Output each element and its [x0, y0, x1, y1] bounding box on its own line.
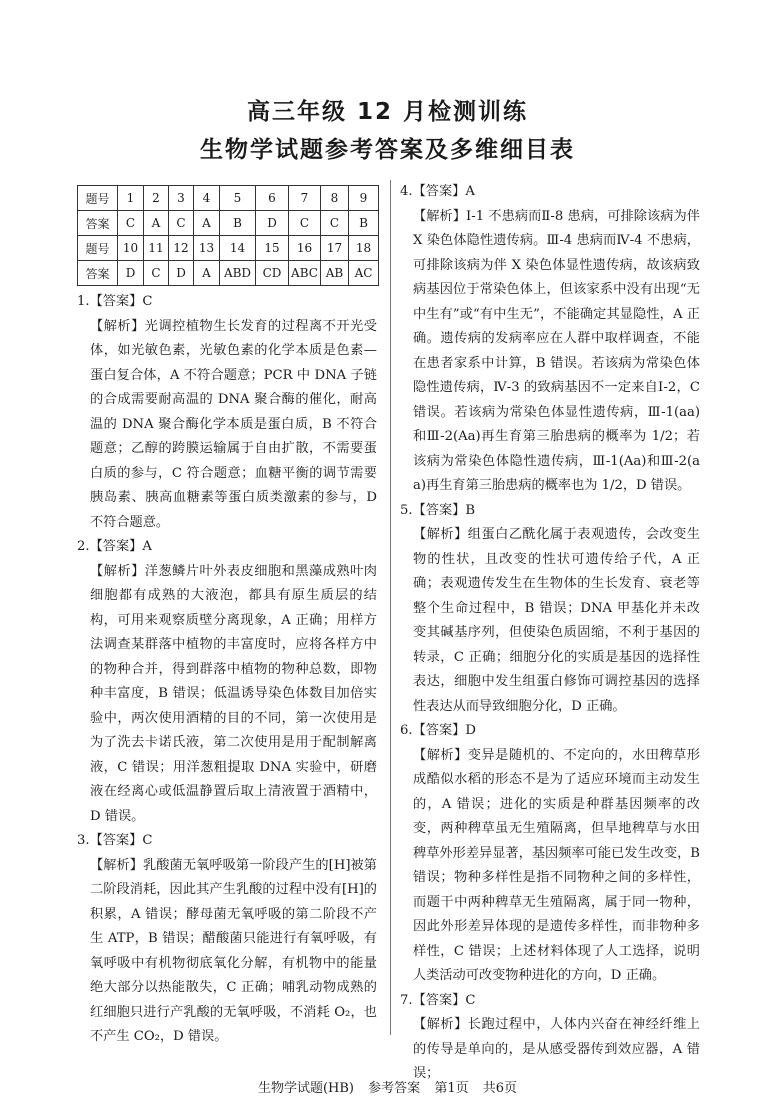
table-cell: C	[118, 211, 144, 236]
table-cell: 14	[220, 236, 256, 261]
table-cell: 7	[289, 186, 321, 211]
answer-header: 5.【答案】B	[400, 502, 476, 518]
answer-explanation: 【解析】光调控植物生长发育的过程离不开光受体，如光敏色素，光敏色素的化学本质是色素—蛋白复合体，A 不符合题意；PCR 中 DNA 子链的合成需要耐高温的 DNA 聚合酶的催化，耐高温的 DNA 聚合酶化学本质是蛋白质，B 不符合题意；乙醇的跨膜运输属于自由扩散，不需要蛋白质的参与，C 符合题意；血糖平衡的调节需要胰岛素、胰高血糖素等蛋白质类激素的参与，D 不符合题意。	[90, 318, 377, 530]
table-cell: C	[144, 261, 169, 286]
answer-block	[77, 535, 377, 829]
table-cell: 18	[349, 236, 379, 261]
footer-doc-type: 参考答案	[368, 1081, 421, 1096]
answer-explanation: 【解析】变异是随机的、不定向的，水田稗草形成酷似水稻的形态不是为了适应环境而主动发生的，A 错误；进化的实质是种群基因频率的改变，两种稗草虽无生殖隔离，但旱地稗草与水田稗草外形差异显著，基因频率可能已发生改变，B 错误；物种多样性是指不同物种之间的多样性，而题干中两种稗草无生殖隔离，属于同一物种，因此外形差异体现的是遗传多样性，而非物种多样性，C 错误；上述材料体现了人工选择，说明人类活动可改变物种进化的方向，D 正确。	[413, 747, 700, 983]
table-cell: 8	[321, 186, 349, 211]
answer-block	[77, 290, 377, 535]
table-cell: CD	[256, 261, 289, 286]
table-cell: 15	[256, 236, 289, 261]
table-cell: D	[169, 261, 194, 286]
table-cell: 9	[349, 186, 379, 211]
answer-header: 6.【答案】D	[400, 723, 476, 738]
table-cell: A	[194, 211, 220, 236]
answer-header: 1.【答案】C	[77, 294, 153, 309]
table-cell: B	[220, 211, 256, 236]
answer-explanation: 【解析】组蛋白乙酰化属于表观遗传，会改变生物的性状，且改变的性状可遗传给子代，A 正确；表观遗传发生在生物体的生长发育、衰老等整个生命过程中，B 错误；DNA 甲基化并未改变其碱基序列，但使染色质固缩，不利于基因的转录，C 正确；细胞分化的实质是基因的选择性表达，细胞中发生组蛋白修饰可调控基因的选择性表达从而导致细胞分化，D 正确。	[413, 527, 700, 714]
table-row	[78, 211, 379, 236]
table-cell: ABD	[220, 261, 256, 286]
answer-block	[77, 829, 377, 1050]
table-row	[78, 186, 379, 211]
footer-subject: 生物学试题(HB)	[257, 1081, 355, 1096]
table-row	[78, 261, 379, 286]
answer-header: 4.【答案】A	[400, 184, 475, 199]
answer-block	[400, 499, 700, 720]
answer-explanation: 【解析】长跑过程中，人体内兴奋在神经纤维上的传导是单向的，是从感受器传到效应器，A 错误；	[413, 1017, 700, 1081]
table-cell: C	[289, 211, 321, 236]
row-label: 答案	[78, 211, 118, 236]
table-cell: C	[169, 211, 194, 236]
table-cell: D	[118, 261, 144, 286]
column-divider	[390, 180, 391, 1035]
table-cell: 5	[220, 186, 256, 211]
table-cell: A	[194, 261, 220, 286]
table-cell: A	[144, 211, 169, 236]
table-cell: 13	[194, 236, 220, 261]
table-cell: AC	[349, 261, 379, 286]
right-column	[400, 180, 700, 1087]
table-cell: 6	[256, 186, 289, 211]
answer-block	[400, 180, 700, 499]
row-label: 答案	[78, 261, 118, 286]
page-title: 高三年级 12 月检测训练	[246, 99, 529, 125]
table-cell: AB	[321, 261, 349, 286]
table-cell: 17	[321, 236, 349, 261]
table-cell: 4	[194, 186, 220, 211]
table-cell: 10	[118, 236, 144, 261]
footer-page-number: 第1页	[434, 1081, 469, 1096]
answer-explanation: 【解析】乳酸菌无氧呼吸第一阶段产生的[H]被第二阶段消耗，因此其产生乳酸的过程中没有[H]的积累，A 错误；酵母菌无氧呼吸的第二阶段不产生 ATP，B 错误；醋酸菌只能进行有氧呼吸，有氧呼吸中有机物彻底氧化分解，有机物中的能量绝大部分以热能散失，C 正确；哺乳动物成熟的红细胞只进行产乳酸的无氧呼吸，不消耗 O₂，也不产生 CO₂，D 错误。	[90, 857, 377, 1044]
answer-block	[400, 719, 700, 989]
answer-explanation: 【解析】洋葱鳞片叶外表皮细胞和黑藻成熟叶肉细胞都有成熟的大液泡，都具有原生质层的结构，可用来观察质壁分离现象，A 正确；用样方法调查某群落中植物的丰富度时，应将各样方中的物种合并，得到群落中植物的物种总数，即物种丰富度，B 错误；低温诱导染色体数目加倍实验中，两次使用酒精的目的不同，第一次使用是为了洗去卡诺氏液，第二次使用是用于配制解离液，C 错误；用洋葱粗提取 DNA 实验中，研磨液在经离心或低温静置后取上清液置于酒精中，D 错误。	[90, 563, 377, 824]
table-cell: 3	[169, 186, 194, 211]
footer-total-pages: 共6页	[482, 1081, 518, 1096]
answer-block	[400, 989, 700, 1087]
left-column	[77, 290, 377, 1050]
row-label: 题号	[78, 186, 118, 211]
page-footer	[0, 1077, 775, 1096]
answer-table	[77, 185, 379, 286]
table-cell: 16	[289, 236, 321, 261]
table-cell: B	[349, 211, 379, 236]
table-cell: 1	[118, 186, 144, 211]
table-cell: 11	[144, 236, 169, 261]
table-row	[78, 236, 379, 261]
row-label: 题号	[78, 236, 118, 261]
table-cell: C	[321, 211, 349, 236]
table-cell: 12	[169, 236, 194, 261]
table-cell: ABC	[289, 261, 321, 286]
answer-header: 7.【答案】C	[400, 992, 476, 1008]
answer-header: 3.【答案】C	[77, 833, 153, 848]
table-cell: D	[256, 211, 289, 236]
answer-header: 2.【答案】A	[77, 539, 152, 554]
page-subtitle: 生物学试题参考答案及多维细目表	[200, 137, 575, 163]
answer-explanation: 【解析】Ⅰ-1 不患病而Ⅱ-8 患病，可排除该病为伴 X 染色体隐性遗传病。Ⅲ-4 患病而Ⅳ-4 不患病，可排除该病为伴 X 染色体显性遗传病，故该病致病基因位于常染色体上，但该家系中没有出现“无中生有”或“有中生无”，不能确定其显隐性，A 正确。遗传病的发病率应在人群中取样调查，不能在患者家系中计算，B 错误。若该病为常染色体隐性遗传病，Ⅳ-3 的致病基因不一定来自Ⅰ-2，C 错误。若该病为常染色体显性遗传病，Ⅲ-1(aa)和Ⅲ-2(Aa)再生育第三胎患病的概率为 1/2；若该病为常染色体隐性遗传病，Ⅲ-1(Aa)和Ⅲ-2(aa)再生育第三胎患病的概率也为 1/2，D 错误。	[413, 208, 700, 493]
table-cell: 2	[144, 186, 169, 211]
